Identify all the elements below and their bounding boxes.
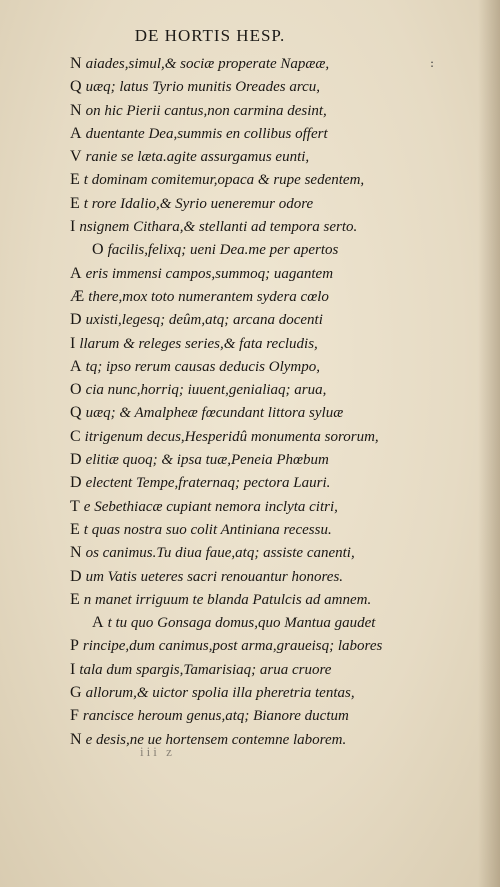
verse-text: electent Tempe,fraternaq; pectora Lauri.	[85, 475, 331, 492]
verse-initial: E	[70, 194, 80, 212]
verse-line	[70, 658, 430, 681]
verse-initial: T	[70, 497, 80, 515]
verse-initial: D	[70, 474, 82, 492]
verse-line	[70, 541, 430, 564]
verse-line	[70, 355, 430, 378]
verse-text: t quas nostra suo colit Antiniana recessu.	[83, 521, 332, 538]
verse-initial: Æ	[70, 287, 85, 305]
signature-marks: iii z	[140, 744, 175, 759]
verse-initial: N	[70, 544, 82, 562]
verse-text: uæq; latus Tyrio munitis Oreades arcu,	[85, 79, 321, 96]
verse-line	[70, 518, 430, 541]
verse-initial: P	[70, 637, 79, 655]
verse-text: e desis,ne ue hortensem contemne laborem.	[85, 731, 347, 748]
verse-text: t tu quo Gonsaga domus,quo Mantua gaudet	[107, 615, 376, 632]
verse-text: itrigenum decus,Hesperidû monumenta sororum,	[84, 428, 379, 445]
margin-mark: :	[430, 56, 435, 70]
verse-line	[70, 634, 430, 657]
verse-initial: D	[70, 451, 82, 469]
verse-text: rincipe,dum canimus,post arma,graueisq; labores	[82, 638, 383, 655]
verse-initial: D	[70, 567, 82, 585]
verse-line	[70, 122, 430, 145]
verse-line	[70, 262, 430, 285]
verse-line	[70, 448, 430, 471]
verse-initial: C	[70, 427, 81, 445]
verse-initial: N	[70, 55, 82, 72]
running-head-text: DE HORTIS HESP.	[134, 26, 286, 45]
verse-text: t rore Idalio,& Syrio ueneremur odore	[83, 195, 314, 212]
verse-initial: Q	[70, 404, 82, 422]
verse-initial: D	[70, 311, 82, 329]
verse-text: os canimus.Tu diua faue,atq; assiste canenti,	[85, 545, 355, 562]
verse-initial: O	[92, 241, 104, 259]
verse-initial: E	[70, 590, 80, 608]
verse-initial: G	[70, 684, 82, 702]
verse-initial: N	[70, 101, 82, 119]
verse-text: rancisce heroum genus,atq; Bianore ductum	[82, 708, 349, 725]
verse-initial: F	[70, 707, 79, 725]
verse-text: on hic Pierii cantus,non carmina desint,	[85, 102, 327, 119]
verse-initial: V	[70, 148, 82, 166]
verse-text: eris immensi campos,summoq; uagantem	[85, 265, 334, 282]
verse-text: aiades,simul,& sociæ properate Napææ,	[85, 56, 330, 72]
verse-initial: N	[70, 730, 82, 748]
verse-line	[70, 704, 430, 727]
verse-line	[70, 565, 430, 588]
verse-initial: Q	[70, 78, 82, 96]
verse-text: t dominam comitemur,opaca & rupe sedentem,	[83, 172, 365, 189]
verse-text: uæq; & Amalpheæ fœcundant littora syluæ	[85, 405, 344, 422]
page-edge-shadow	[478, 0, 500, 887]
verse-initial: I	[70, 660, 76, 678]
verse-initial: A	[92, 614, 104, 632]
verse-line	[70, 401, 430, 424]
verse-initial: A	[70, 264, 82, 282]
verse-line	[70, 611, 430, 634]
verse-text: cia nunc,horriq; iuuent,genialiaq; arua,	[85, 382, 327, 399]
verse-line	[70, 215, 430, 238]
verse-initial: O	[70, 381, 82, 399]
verse-text: uxisti,legesq; deûm,atq; arcana docenti	[85, 312, 323, 329]
verse-text: elitiæ quoq; & ipsa tuæ,Peneia Phœbum	[85, 452, 329, 469]
verse-initial: I	[70, 218, 76, 236]
verse-line	[70, 145, 430, 168]
verse-line	[70, 285, 430, 308]
verse-line	[70, 471, 430, 494]
verse-line	[70, 75, 430, 98]
verse-text: um Vatis ueteres sacri renouantur honores.	[85, 568, 344, 585]
running-head	[0, 26, 500, 46]
verse-text: tq; ipso rerum causas deducis Olympo,	[85, 358, 320, 375]
verse-text: nsignem Cithara,& stellanti ad tempora serto.	[79, 219, 358, 236]
verse-initial: E	[70, 171, 80, 189]
verse-initial: I	[70, 334, 76, 352]
verse-text: facilis,felixq; ueni Dea.me per apertos	[107, 242, 339, 259]
verse-initial: A	[70, 124, 82, 142]
verse-text: allorum,& uictor spolia illa pheretria tentas,	[85, 685, 355, 702]
verse-line	[70, 588, 430, 611]
verse-text: ranie se læta.agite assurgamus eunti,	[85, 149, 310, 166]
verse-block	[70, 52, 430, 751]
verse-text: duentante Dea,summis en collibus offert	[85, 125, 328, 142]
verse-line	[70, 308, 430, 331]
verse-line	[70, 681, 430, 704]
verse-text: n manet irriguum te blanda Patulcis ad amnem.	[83, 591, 372, 608]
verse-initial: E	[70, 520, 80, 538]
verse-text: there,mox toto numerantem sydera cœlo	[88, 288, 329, 305]
verse-line	[70, 728, 430, 751]
verse-line	[70, 99, 430, 122]
verse-line	[70, 168, 430, 191]
verse-text: llarum & releges series,& fata recludis,	[79, 335, 318, 352]
verse-line	[70, 425, 430, 448]
verse-line	[70, 378, 430, 401]
verse-initial: A	[70, 357, 82, 375]
verse-line	[70, 52, 430, 75]
verse-line	[70, 495, 430, 518]
verse-line	[70, 332, 430, 355]
verse-line	[70, 192, 430, 215]
verse-text: e Sebethiacæ cupiant nemora inclyta citri,	[83, 498, 338, 515]
verse-line	[70, 238, 430, 261]
verse-text: tala dum spargis,Tamarisiaq; arua cruore	[79, 661, 332, 678]
